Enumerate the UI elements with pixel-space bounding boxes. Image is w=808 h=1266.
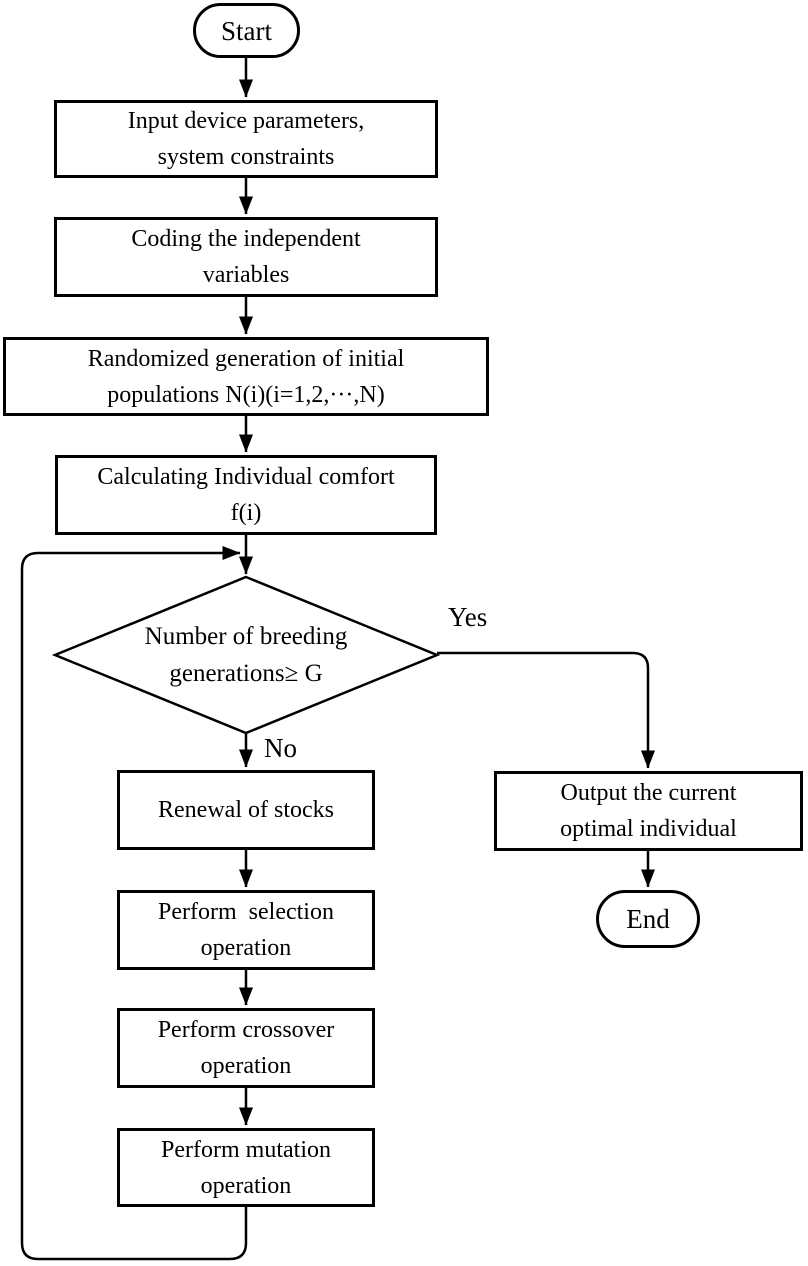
- node-label-line: populations N(i)(i=1,2,···,N): [107, 381, 385, 408]
- node-label-line: Perform crossover: [157, 1017, 335, 1043]
- yes-branch-label: Yes: [448, 602, 488, 632]
- selection-operation-box: [117, 890, 375, 970]
- node-label-line: operation: [200, 935, 292, 961]
- node-label-line: Randomized generation of initial: [87, 345, 405, 372]
- node-label-line: Number of breeding: [144, 623, 348, 650]
- crossover-operation-box: [117, 1008, 375, 1088]
- node-label-line: Output the current: [560, 780, 737, 806]
- node-label-line: operation: [200, 1053, 292, 1079]
- start-label: Start: [221, 15, 272, 46]
- no-branch-label: No: [264, 733, 297, 763]
- node-label-line: Calculating Individual comfort: [97, 464, 395, 490]
- node-label-line: Perform mutation: [161, 1136, 331, 1163]
- node-label-line: variables: [202, 262, 290, 288]
- node-label-line: Coding the independent: [131, 226, 361, 252]
- decision-diamond-label: [116, 617, 376, 693]
- edge-decision-yes-to-output: [437, 653, 648, 768]
- calculate-comfort-box: [55, 455, 437, 535]
- end-terminal: [596, 890, 700, 948]
- node-label-line: Input device parameters,: [127, 108, 365, 134]
- node-label-line: Renewal of stocks: [158, 797, 334, 823]
- output-optimal-box: [494, 771, 803, 851]
- renewal-of-stocks-box: [117, 770, 375, 850]
- random-generation-box: [3, 337, 489, 416]
- input-parameters-box: [54, 100, 438, 178]
- node-label-line: f(i): [230, 500, 262, 526]
- end-label: End: [626, 904, 670, 934]
- mutation-operation-box: [117, 1128, 375, 1207]
- node-label-line: system constraints: [157, 144, 335, 170]
- node-label-line: optimal individual: [560, 816, 737, 842]
- node-label-line: operation: [200, 1172, 292, 1199]
- node-label-line: Perform selection: [158, 899, 334, 925]
- coding-variables-box: [54, 217, 438, 297]
- node-label-line: generations≥ G: [169, 660, 323, 687]
- start-terminal: [193, 3, 300, 58]
